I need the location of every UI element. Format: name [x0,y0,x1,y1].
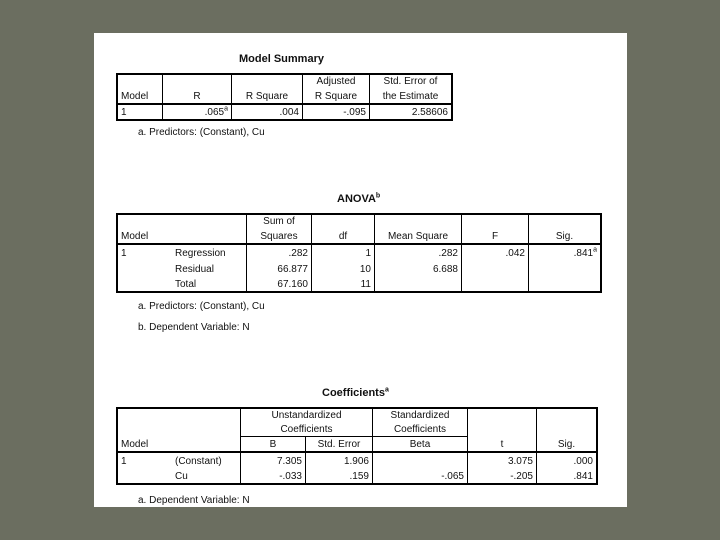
b-value: -.033 [241,468,306,484]
f-value: .042 [462,244,529,260]
t-value: -.205 [468,468,537,484]
coefficients-table [116,407,598,485]
coef-model-header: Model [117,436,172,452]
ss-value: 66.877 [247,260,312,276]
unstd-header-2: Coefficients [241,422,373,436]
beta-value [373,452,468,468]
sig-header: Sig. [529,228,602,244]
ss-value: .282 [247,244,312,260]
table-row [117,244,601,260]
r-square-header: R Square [232,88,303,104]
anova-model-header: Model [117,228,172,244]
anova-footnote-b: b. Dependent Variable: N [138,322,250,333]
beta-value: -.065 [373,468,468,484]
sig-value: .000 [537,452,598,468]
coef-model-number: 1 [121,456,127,467]
ss-header-2: Squares [247,228,312,244]
coefficients-footnote: a. Dependent Variable: N [138,495,250,506]
row-label: Cu [175,471,188,482]
b-value: 7.305 [241,452,306,468]
ss-value: 67.160 [247,276,312,292]
model-summary-footnote: a. Predictors: (Constant), Cu [138,127,265,138]
std-error-header-1: Std. Error of [370,74,453,88]
table-row [117,452,597,468]
f-header: F [462,228,529,244]
anova-table [116,213,602,293]
table-row [117,260,601,276]
output-page [94,33,627,507]
se-value: .159 [306,468,373,484]
model-number: 1 [121,107,127,118]
anova-model-number: 1 [121,248,127,259]
std-error-header-2: the Estimate [370,88,453,104]
ms-header: Mean Square [375,228,462,244]
unstd-header-1: Unstandardized [241,408,373,422]
sig-value: .841$^a$ [529,244,602,260]
row-label: (Constant) [175,456,222,467]
row-label: Regression [175,248,226,259]
coef-sig-header: Sig. [537,436,598,452]
df-value: 1 [312,244,375,260]
coefficients-title: Coefficients$^a$ [322,386,389,399]
se-header: Std. Error [306,436,373,452]
ms-value: .282 [375,244,462,260]
r-square-value: .004 [232,104,303,120]
model-summary-title: Model Summary [239,53,324,65]
adj-r-square-header-2: R Square [303,88,370,104]
t-header: t [468,436,537,452]
row-label: Total [175,279,197,290]
beta-header: Beta [373,436,468,452]
se-value: 1.906 [306,452,373,468]
ms-value: 6.688 [375,260,462,276]
adj-r-square-header-1: Adjusted [303,74,370,88]
t-value: 3.075 [468,452,537,468]
std-error-value: 2.58606 [370,104,453,120]
r-value: .065$^a$ [163,104,232,120]
b-header: B [241,436,306,452]
df-value: 11 [312,276,375,292]
sig-value: .841 [537,468,598,484]
adj-r-square-value: -.095 [303,104,370,120]
model-header: Model [117,88,163,104]
std-header-2: Coefficients [373,422,468,436]
r-header: R [163,88,232,104]
df-value: 10 [312,260,375,276]
row-label: Residual [175,264,214,275]
std-header-1: Standardized [373,408,468,422]
ss-header-1: Sum of [247,214,312,228]
df-header: df [312,228,375,244]
table-row [117,468,597,484]
anova-title: ANOVA$^b$ [337,192,381,205]
anova-footnote-a: a. Predictors: (Constant), Cu [138,301,265,312]
model-summary-table [116,73,453,121]
table-row [117,276,601,292]
